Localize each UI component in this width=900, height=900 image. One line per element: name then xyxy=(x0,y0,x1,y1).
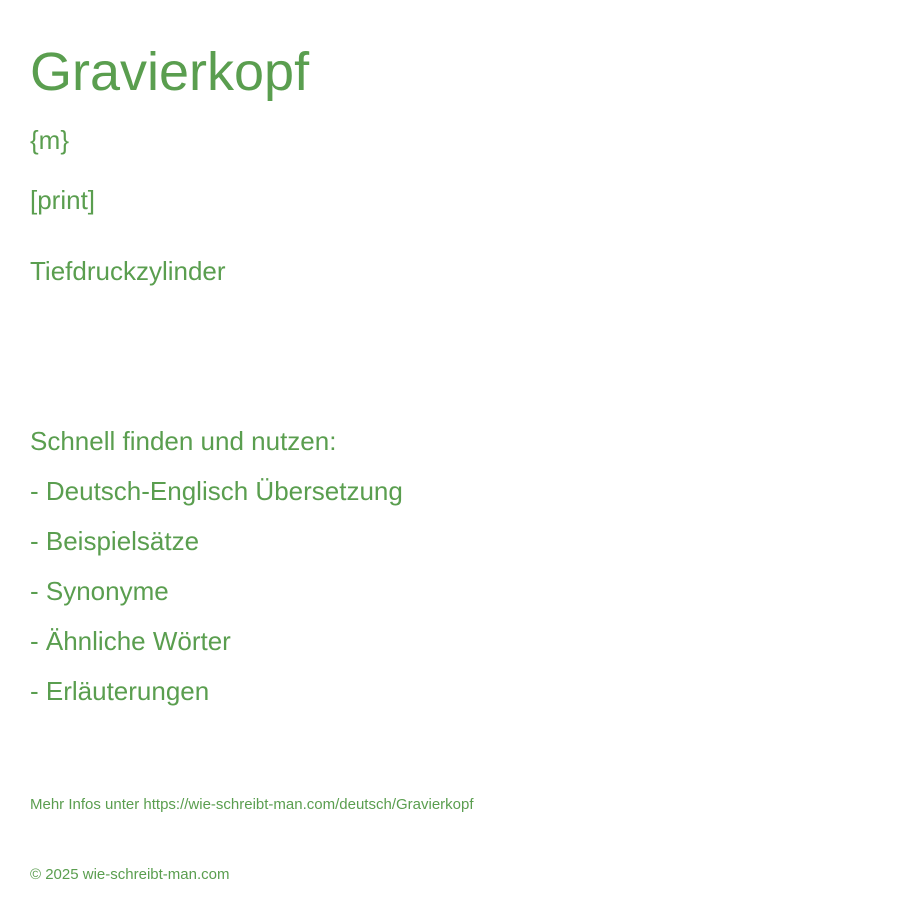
category-label: [print] xyxy=(30,185,96,215)
copyright-text: © 2025 wie-schreibt-man.com xyxy=(30,866,230,883)
feature-list xyxy=(30,475,403,725)
gender-label: {m} xyxy=(30,125,70,155)
page-title: Gravierkopf xyxy=(30,42,310,102)
feature-item-example-sentences: - Beispielsätze xyxy=(30,526,200,556)
feature-item-synonyms: - Synonyme xyxy=(30,576,169,606)
translation-text: Tiefdruckzylinder xyxy=(30,256,226,286)
features-heading: Schnell finden und nutzen: xyxy=(30,426,337,456)
feature-item-explanations: - Erläuterungen xyxy=(30,676,210,706)
more-info-text: Mehr Infos unter https://wie-schreibt-man.com/deutsch/Gravierkopf xyxy=(30,796,474,813)
feature-item-similar-words: - Ähnliche Wörter xyxy=(30,626,231,656)
feature-item-translation: - Deutsch-Englisch Übersetzung xyxy=(30,476,403,506)
